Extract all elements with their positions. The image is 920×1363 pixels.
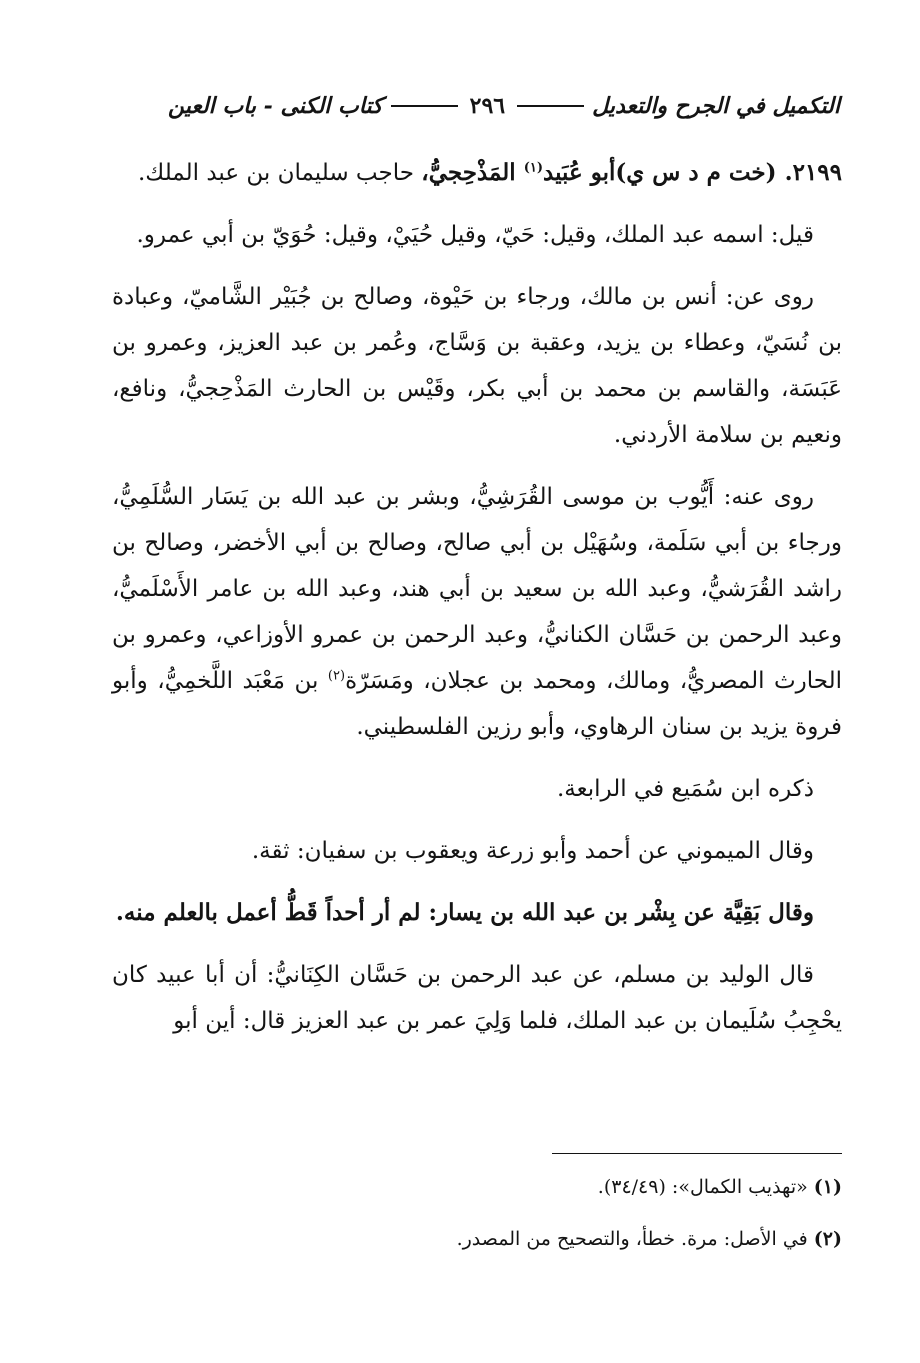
entry-nisba: المَذْحِجيُّ، (421, 159, 516, 186)
footnote-rule (552, 1153, 842, 1154)
header-dash-right (517, 105, 584, 107)
footnote-2-text: في الأصل: مرة. خطأ، والتصحيح من المصدر. (456, 1228, 814, 1250)
footnote-ref-1: (١) (523, 160, 544, 176)
header-section: كتاب الكنى - باب العين (167, 93, 383, 119)
entry-number: ٢١٩٩. (784, 159, 842, 186)
header-book-title: التكميل في الجرح والتعديل (592, 93, 840, 119)
paragraph-walid: قال الوليد بن مسلم، عن عبد الرحمن بن حَسَّان الكِنَانيُّ: أن أبا عبيد كان يحْجِبُ سُلَيمان بن عبد الملك، فلما وَلِيَ عمر بن عبد العزيز قال: أين أبو (112, 962, 842, 1034)
footnote-1 (112, 1170, 842, 1204)
footnote-1-mark: (١) (813, 1176, 842, 1198)
paragraph-name-variants: قيل: اسمه عبد الملك، وقيل: حَيّ، وقيل حُيَيْ، وقيل: حُوَيّ بن أبي عمرو. (136, 222, 814, 248)
page-number: ٢٩٦ (469, 93, 506, 119)
paragraph-thiqa: وقال الميموني عن أحمد وأبو زرعة ويعقوب بن سفيان: ثقة. (251, 838, 814, 864)
entry-kunya: أبو عُبَيد (543, 159, 616, 186)
entry-codes: (خت م د س ي) (615, 159, 777, 186)
narrated-by-part-2: بن مَعْبَد اللَّخمِيُّ، وأبو فروة يزيد بن سنان الرهاوي، وأبو رزين الفلسطيني. (112, 668, 842, 740)
entry-heading (112, 150, 842, 196)
narrated-by-part-1: روى عنه: أَيُّوب بن موسى القُرَشِيُّ، وبشر بن عبد الله بن يَسَار السُّلَمِيُّ، ورجاء بن أبي سَلَمة، وسُهَيْل بن أبي صالح، وصالح بن أبي الأخضر، وصالح بن راشد القُرَشيُّ، وعبد الله بن سعيد بن أبي هند، وعبد الله بن عامر الأَسْلَميُّ، وعبد الرحمن بن حَسَّان الكنانيُّ، وعبد الرحمن بن عمرو الأوزاعي، وعمرو بن الحارث المصريُّ، ومالك، ومحمد بن عجلان، ومَسَرّة (112, 484, 842, 694)
paragraph-baqiyya: وقال بَقِيَّة عن بِشْر بن عبد الله بن يسار: لم أر أحداً قَطُّ أعمل بالعلم منه. (115, 899, 814, 926)
entry-description: حاجب سليمان بن عبد الملك. (138, 160, 422, 186)
paragraph-ibn-sumai: ذكره ابن سُمَيع في الرابعة. (556, 776, 814, 802)
footnotes (112, 1170, 842, 1274)
paragraph-narrated-from: روى عن: أنس بن مالك، ورجاء بن حَيْوة، وصالح بن جُبَيْر الشَّاميّ، وعبادة بن نُسَيّ، وعطاء بن يزيد، وعقبة بن وَسَّاج، وعُمر بن عبد العزيز، وعمرو بن عَبَسَة، والقاسم بن محمد بن أبي بكر، وقَيْس بن الحارث المَذْحِجيُّ، ونافع، ونعيم بن سلامة الأردني. (112, 284, 842, 448)
page-body (112, 150, 842, 1060)
paragraph-narrated-by (112, 474, 842, 750)
footnote-2-mark: (٢) (813, 1228, 842, 1250)
running-header (168, 86, 840, 126)
footnote-2 (112, 1222, 842, 1256)
header-dash-left (391, 105, 458, 107)
footnote-1-text: «تهذيب الكمال»: (٣٤/٤٩). (597, 1176, 814, 1198)
footnote-ref-2: (٢) (327, 668, 346, 684)
